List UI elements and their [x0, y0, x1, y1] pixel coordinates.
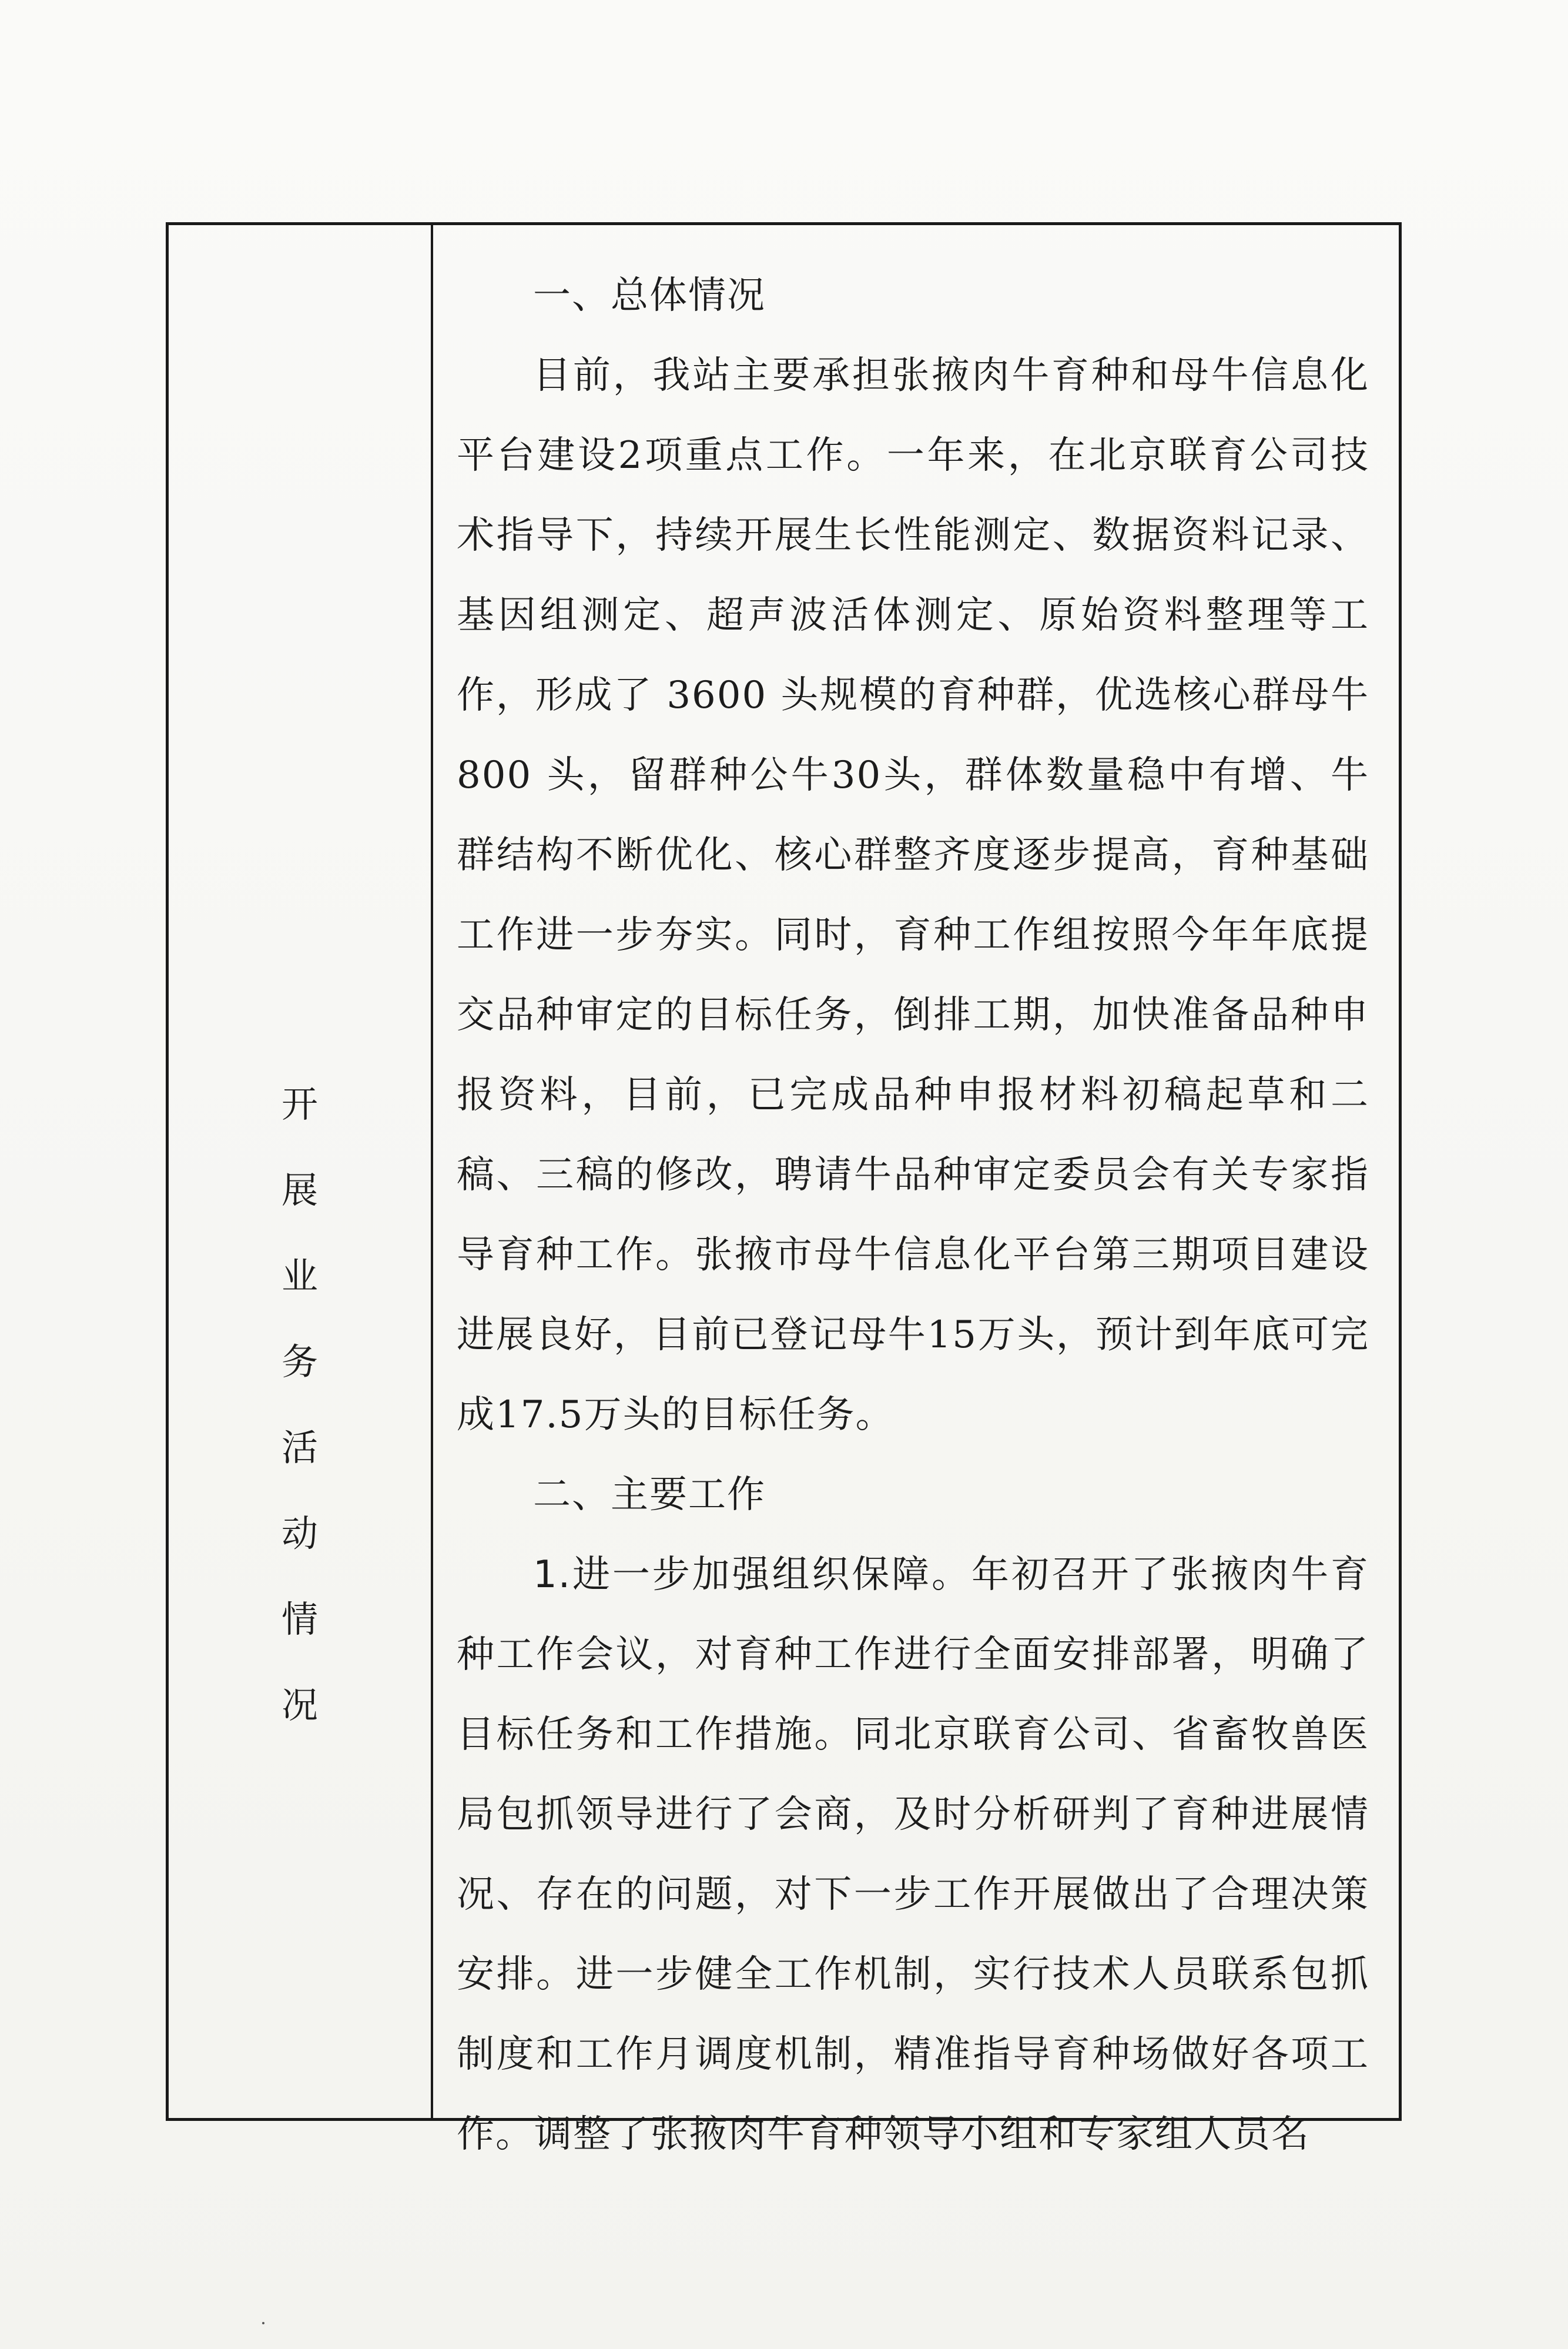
- row-label-char: 活: [281, 1426, 318, 1469]
- item1-lead: 1.进一步加强组织保障。: [533, 1553, 971, 1597]
- section1-paragraph: 目前，我站主要承担张掖肉牛育种和母牛信息化平台建设2项重点工作。一年来，在北京联育公司技术指导下，持续开展生长性能测定、数据资料记录、基因组测定、超声波活体测定、原始资料整理等工作，形成了 3600 头规模的育种群，优选核心群母牛 800 头，留群种公牛30头，群体数量稳中有增、牛群结构不断优化、核心群整齐度逐步提高，育种基础工作进一步夯实。同时，育种工作组按照今年年底提交品种审定的目标任务，倒排工期，加快准备品种申报资料，目前，已完成品种申报材料初稿起草和二稿、三稿的修改，聘请牛品种审定委员会有关专家指导育种工作。张掖市母牛信息化平台第三期项目建设进展良好，目前已登记母牛15万头，预计到年底可完成17.5万头的目标任务。: [457, 354, 1369, 1437]
- row-label-char: 业: [281, 1254, 318, 1297]
- row-label-char: 开: [281, 1083, 318, 1126]
- row-label-char: 动: [281, 1512, 318, 1555]
- row-label-char: 况: [281, 1684, 318, 1726]
- item1-body: 年初召开了张掖肉牛育种工作会议，对育种工作进行全面安排部署，明确了目标任务和工作措施。同北京联育公司、省畜牧兽医局包抓领导进行了会商，及时分析研判了育种进展情况、存在的问题，对下一步工作开展做出了合理决策安排。进一步健全工作机制，实行技术人员联系包抓制度和工作月调度机制，精准指导育种场做好各项工作。调整了张掖肉牛育种领导小组和专家组人员名: [457, 1553, 1370, 2156]
- row-label-vertical: [169, 1083, 431, 1773]
- form-table: [166, 222, 1402, 2156]
- content-text: [457, 256, 1369, 2174]
- row-label-char: 情: [281, 1598, 318, 1641]
- section2-heading: 二、主要工作: [533, 1473, 766, 1517]
- row-label-char: 展: [281, 1169, 318, 1212]
- row-label-char: 务: [281, 1340, 318, 1383]
- section1-heading: 一、总体情况: [533, 274, 766, 317]
- paper-speck: [262, 2322, 264, 2324]
- item1-paragraph: [457, 1535, 1369, 2174]
- row-label-cell: [169, 225, 433, 2118]
- content-cell: [433, 225, 1399, 2156]
